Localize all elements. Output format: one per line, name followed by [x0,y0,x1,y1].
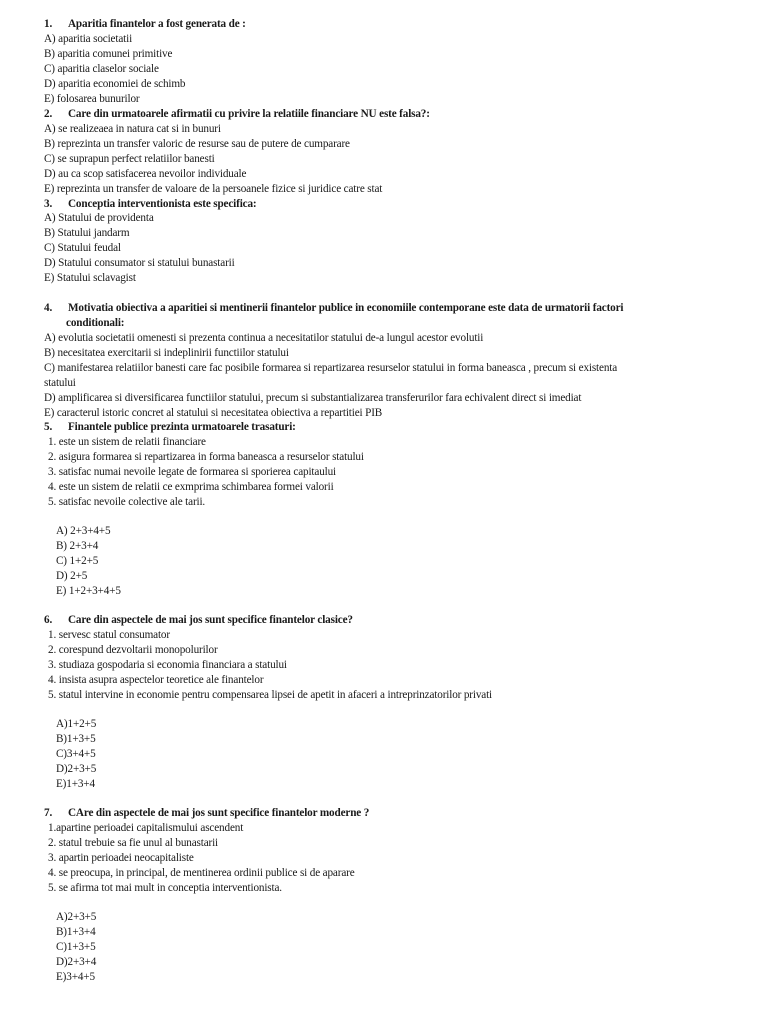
q5-option-a: A) 2+3+4+5 [56,525,111,537]
q5-item-3: 3. satisfac numai nevoile legate de formarea si sporierea capitaului [48,466,337,478]
q6-option-a: A)1+2+5 [56,718,97,730]
q5-item-1: 1. este un sistem de relatii financiare [48,436,206,448]
q4-option-c: C) manifestarea relatiilor banesti care fac posibile formarea si repartizarea resurselor statului in forma baneasca , precum si existenta [44,362,618,374]
q7-item-1: 1.apartine perioadei capitalismului ascendent [48,822,244,834]
q1-option-a: A) aparitia societatii [44,33,133,45]
question-6: 6. Care din aspectele de mai jos sunt specifice finantelor clasice? [44,614,353,626]
q6-option-e: E)1+3+4 [56,778,95,790]
q2-option-c: C) se suprapun perfect relatiilor banesti [44,153,215,165]
q2-option-d: D) au ca scop satisfacerea nevoilor individuale [44,168,247,180]
q4-option-b: B) necesitatea exercitarii si indeplinirii functiilor statului [44,347,289,359]
question-3: 3. Conceptia interventionista este specifica: [44,198,257,210]
q2-option-b: B) reprezinta un transfer valoric de resurse sau de putere de cumparare [44,138,350,150]
q1-option-c: C) aparitia claselor sociale [44,63,159,75]
q5-option-c: C) 1+2+5 [56,555,99,567]
q4-option-e: E) caracterul istoric concret al statului si necesitatea obiectiva a repartitiei PIB [44,407,383,419]
q3-option-c: C) Statului feudal [44,242,121,254]
q1-option-e: E) folosarea bunurilor [44,93,140,105]
q5-item-2: 2. asigura formarea si repartizarea in forma baneasca a resurselor statului [48,451,364,463]
q3-option-b: B) Statului jandarm [44,227,130,239]
q6-item-1: 1. servesc statul consumator [48,629,170,641]
q3-option-a: A) Statului de providenta [44,212,154,224]
q7-option-c: C)1+3+5 [56,941,96,953]
q4-option-c-continuation: statului [44,377,76,389]
q5-item-4: 4. este un sistem de relatii ce exmprima schimbarea formei valorii [48,481,334,493]
q3-option-d: D) Statului consumator si statului bunastarii [44,257,235,269]
q7-option-a: A)2+3+5 [56,911,97,923]
q6-option-b: B)1+3+5 [56,733,96,745]
q7-item-4: 4. se preocupa, in principal, de mentinerea ordinii publice si de aparare [48,867,355,879]
q7-option-d: D)2+3+4 [56,956,97,968]
q1-option-b: B) aparitia comunei primitive [44,48,173,60]
q7-item-3: 3. apartin perioadei neocapitaliste [48,852,194,864]
q3-option-e: E) Statului sclavagist [44,272,136,284]
q6-item-2: 2. corespund dezvoltarii monopolurilor [48,644,218,656]
q1-option-d: D) aparitia economiei de schimb [44,78,186,90]
q6-item-5: 5. statul intervine in economie pentru compensarea lipsei de apetit in afaceri a intreprinzatorilor privati [48,689,493,701]
question-7: 7. CAre din aspectele de mai jos sunt specifice finantelor moderne ? [44,807,370,819]
q7-option-e: E)3+4+5 [56,971,95,983]
q4-option-d: D) amplificarea si diversificarea functiilor statului, precum si substantializarea transferurilor fara echivalent direct si imediat [44,392,582,404]
question-4-continuation: conditionali: [66,317,125,329]
q5-item-5: 5. satisfac nevoile colective ale tarii. [48,496,206,508]
q6-item-4: 4. insista asupra aspectelor teoretice ale finantelor [48,674,264,686]
q4-option-a: A) evolutia societatii omenesti si prezenta continua a necesitatilor statului de-a lungul acestor evolutii [44,332,484,344]
question-2: 2. Care din urmatoarele afirmatii cu privire la relatiile financiare NU este falsa?: [44,108,430,120]
q7-option-b: B)1+3+4 [56,926,96,938]
q7-item-2: 2. statul trebuie sa fie unul al bunastarii [48,837,219,849]
q5-option-d: D) 2+5 [56,570,88,582]
q6-option-c: C)3+4+5 [56,748,96,760]
question-1: 1. Aparitia finantelor a fost generata de : [44,18,246,30]
question-4: 4. Motivatia obiectiva a aparitiei si mentinerii finantelor publice in economiile contemporane este data de urmatorii factori [44,302,624,314]
q6-item-3: 3. studiaza gospodaria si economia financiara a statului [48,659,287,671]
q5-option-b: B) 2+3+4 [56,540,99,552]
q7-item-5: 5. se afirma tot mai mult in conceptia interventionista. [48,882,282,894]
q2-option-e: E) reprezinta un transfer de valoare de la persoanele fizice si juridice catre stat [44,183,383,195]
question-5: 5. Finantele publice prezinta urmatoarele trasaturi: [44,421,296,433]
q2-option-a: A) se realizeaea in natura cat si in bunuri [44,123,221,135]
q5-option-e: E) 1+2+3+4+5 [56,585,121,597]
q6-option-d: D)2+3+5 [56,763,97,775]
